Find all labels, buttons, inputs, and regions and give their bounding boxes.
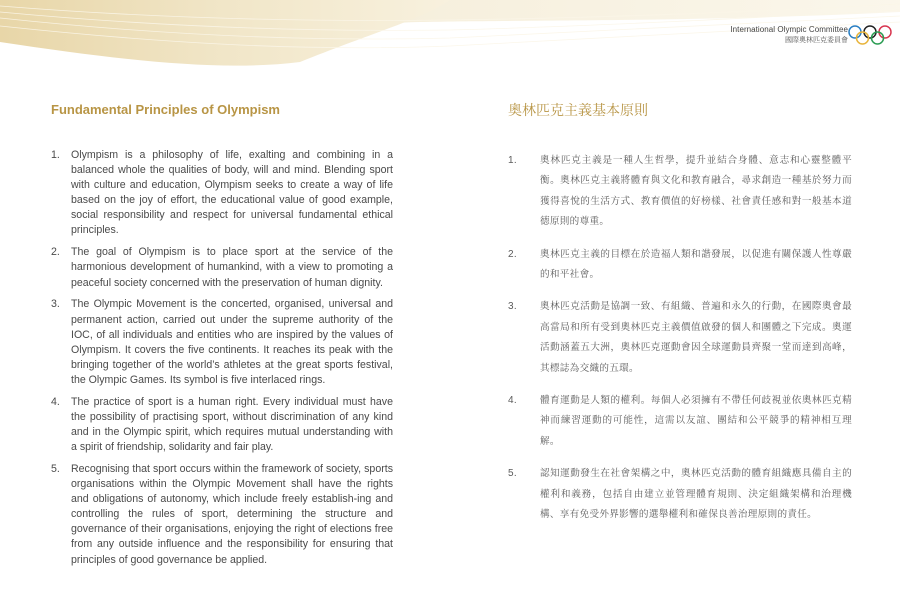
item-text: Olympism is a philosophy of life, exalting and combining in a balanced whole the qualities of body, will and mind. Blending sport with culture and education, Olympism seeks to create a way of life based on the joy of effort, the educational value of good example, social responsibility and respect for universal fundamental ethical principles. [71, 149, 393, 237]
ioc-logo-text [730, 25, 848, 45]
ring-green [872, 32, 884, 44]
org-name-en: International Olympic Committee [730, 25, 848, 34]
ring-blue [849, 26, 861, 38]
org-name-zh: 國際奧林匹克委員會 [785, 36, 848, 44]
item-number: 3. [508, 301, 517, 313]
item-number: 1. [51, 149, 60, 161]
principle-item-zh [508, 391, 852, 452]
principle-item [51, 148, 393, 239]
page-title-zh: 奧林匹克主義基本原則 [508, 103, 648, 119]
principle-item [51, 297, 393, 388]
item-text: 認知運動發生在社會架構之中，奧林匹克活動的體育組織應具備自主的權利和義務，包括自由建立並管理體育規則、決定組織架構和治理機構、享有免受外界影響的選舉權利和確保良善治理原則的責任。 [540, 468, 852, 521]
item-text: 奧林匹克主義是一種人生哲學，提升並結合身體、意志和心靈整體平衡。奧林匹克主義將體育與文化和教育融合，尋求創造一種基於努力而獲得喜悅的生活方式、教育價值的好榜樣、社會責任感和對一般基本道德原則的尊重。 [540, 155, 852, 228]
principles-list-zh [508, 151, 852, 526]
page-title-en: Fundamental Principles of Olympism [51, 102, 280, 117]
principle-item-zh [508, 464, 852, 525]
item-text: The Olympic Movement is the concerted, organised, universal and permanent action, carried out under the supreme authority of the IOC, of all individuals and entities who are inspired by the values of Olympism. It covers the five continents. It reaches its peak with the bringing together of the world’s athletes at the great sports festival, the Olympic Games. Its symbol is five interlaced rings. [71, 298, 393, 386]
item-number: 1. [508, 155, 517, 166]
item-number: 2. [508, 248, 517, 260]
item-text: Recognising that sport occurs within the framework of society, sports organisations within the Olympic Movement shall have the rights and obligations of autonomy, which include freely establish-ing and controlling the rules of sport, determining the structure and governance of their organisations, enjoying the right of elections free from any outside influence and the responsibility for ensuring that principles of good governance be applied. [71, 462, 393, 566]
principle-item-zh [508, 151, 852, 233]
principle-item [51, 245, 393, 290]
item-text: 奧林匹克主義的目標在於造福人類和諧發展，以促進有關保護人性尊嚴的和平社會。 [540, 248, 852, 281]
ring-yellow [857, 32, 869, 44]
item-number: 4. [508, 395, 517, 407]
principle-item-zh [508, 245, 852, 286]
principles-list-en [51, 148, 393, 574]
ring-red [879, 26, 891, 38]
item-number: 5. [508, 468, 517, 480]
ring-black [864, 26, 876, 38]
principle-item [51, 462, 393, 568]
item-text: 奧林匹克活動是協調一致、有組織、普遍和永久的行動，在國際奧會最高當局和所有受到奧林匹克主義價值啟發的個人和團體之下完成。奧運活動涵蓋五大洲，奧林匹克運動會因全球運動員齊聚一堂而達到高峰，其標誌為交織的五環。 [540, 301, 852, 374]
principle-item-zh [508, 297, 852, 379]
olympic-rings-icon [848, 24, 892, 46]
item-text: The practice of sport is a human right. Every individual must have the possibility of practising sport, without discrimination of any kind and in the Olympic spirit, which requires mutual understanding with a spirit of friendship, solidarity and fair play. [71, 395, 393, 454]
item-number: 5. [51, 462, 60, 475]
principle-item [51, 395, 393, 455]
item-text: The goal of Olympism is to place sport at the service of the harmonious development of humankind, with a view to promoting a peaceful society concerned with the preservation of human dignity. [71, 246, 393, 289]
item-number: 4. [51, 395, 60, 408]
item-number: 2. [51, 246, 60, 259]
item-text: 體育運動是人類的權利。每個人必須擁有不帶任何歧視並依奧林匹克精神而練習運動的可能性，這需以友誼、團結和公平競爭的精神相互理解。 [540, 395, 852, 447]
item-number: 3. [51, 298, 60, 311]
